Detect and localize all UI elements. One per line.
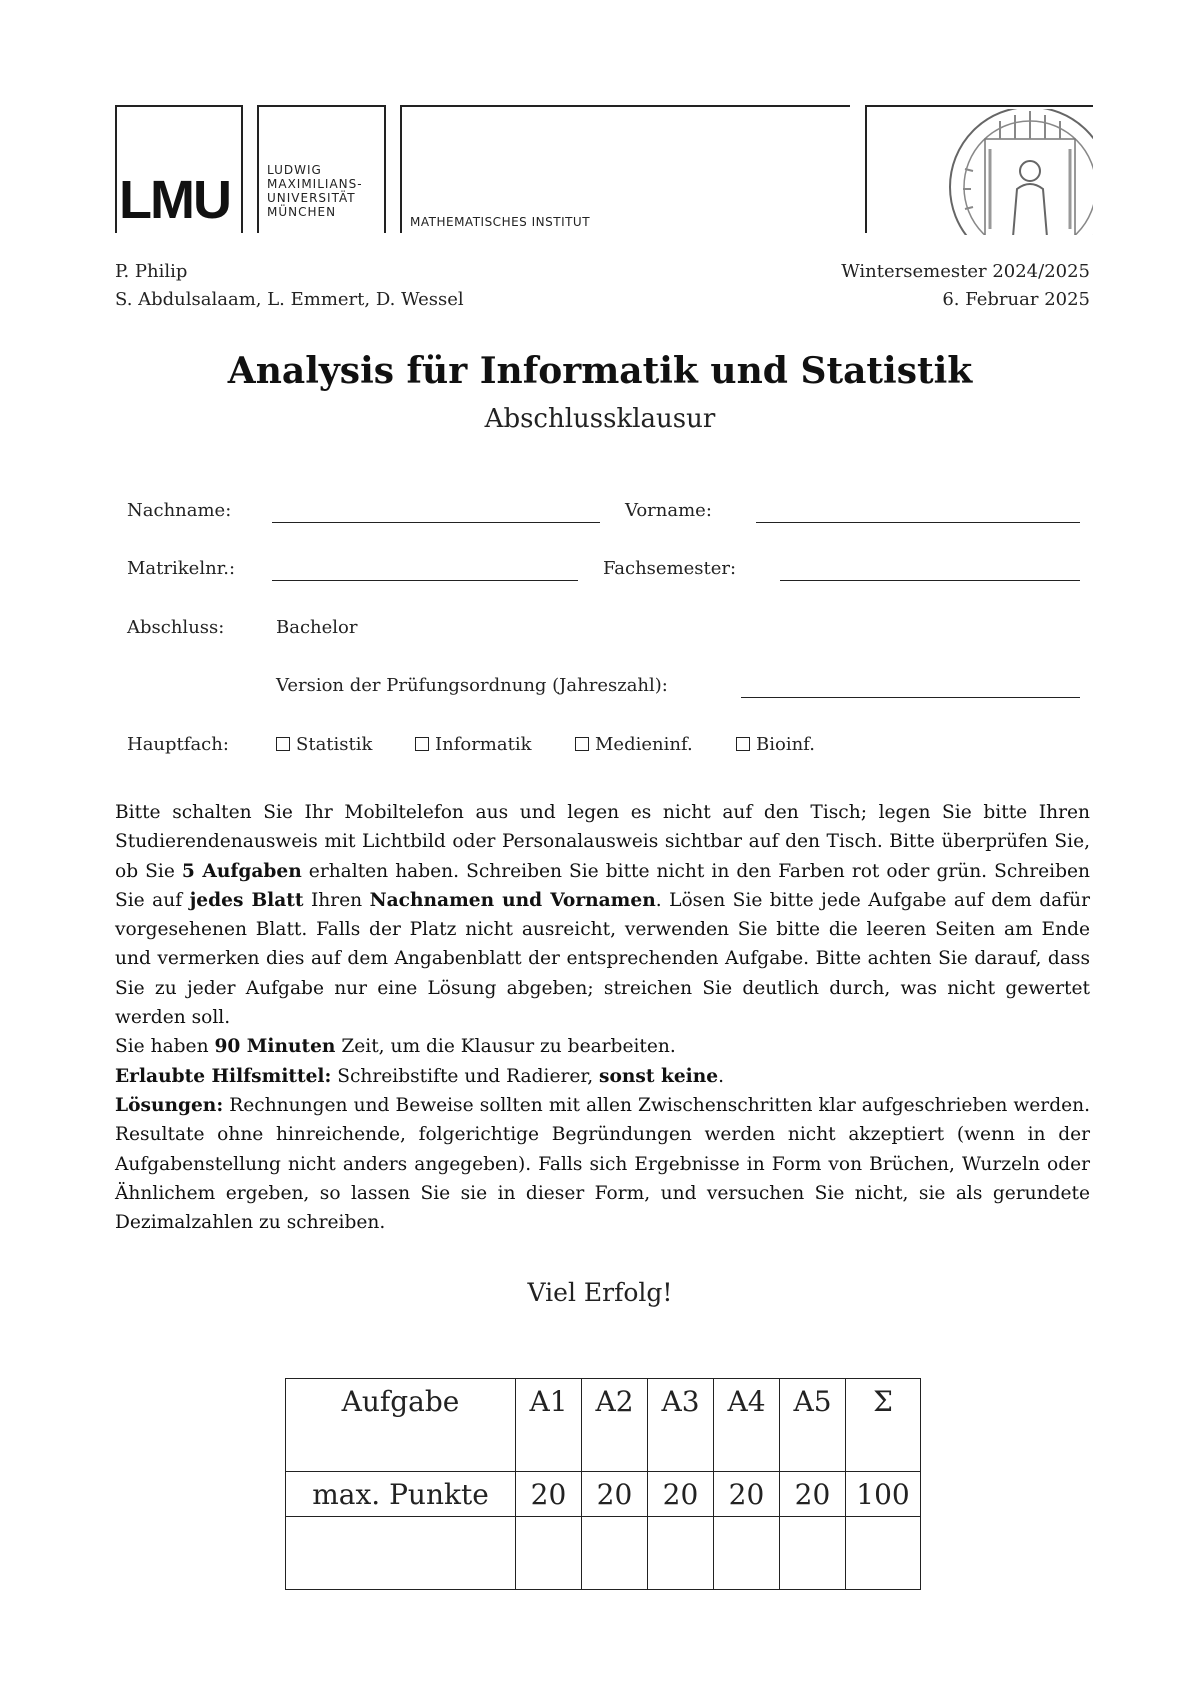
text: . [718, 1065, 724, 1087]
institute-name: MATHEMATISCHES INSTITUT [410, 215, 591, 229]
hauptfach-option-medieninf[interactable] [575, 734, 693, 755]
matrikel-field[interactable] [272, 580, 578, 581]
version-label: Version der Prüfungsordnung (Jahreszahl): [276, 675, 668, 696]
hauptfach-option-statistik[interactable] [276, 734, 372, 755]
table-header-label: Aufgabe [286, 1379, 516, 1472]
exam-date: 6. Februar 2025 [942, 289, 1090, 310]
nachname-field[interactable] [272, 522, 600, 523]
university-line: MAXIMILIANS- [267, 177, 363, 191]
header-divider [241, 105, 243, 233]
score-entry-cell[interactable] [780, 1517, 846, 1590]
matrikel-label: Matrikelnr.: [127, 558, 236, 579]
text: . Lösen Sie bitte jede Aufgabe auf dem dafür vorgesehenen Blatt. Falls der Platz nicht ausreicht, verwenden Sie bitte die leeren Seiten am Ende und vermerken dies auf dem Angabenblatt der entsprechenden Aufgabe. Bitte achten Sie darauf, dass Sie zu jeder Aufgabe nur eine Lösung abgeben; streichen Sie deutlich durch, was nicht gewertet werden soll. [115, 889, 1091, 1029]
hauptfach-option-informatik[interactable] [415, 734, 532, 755]
university-name [267, 163, 363, 219]
university-line: UNIVERSITÄT [267, 191, 356, 205]
abschluss-label: Abschluss: [127, 617, 225, 638]
vorname-field[interactable] [756, 522, 1080, 523]
score-entry-cell[interactable] [648, 1517, 714, 1590]
instructions-solutions [115, 1091, 1090, 1237]
table-header-cell: A5 [780, 1379, 846, 1472]
header-divider [865, 105, 867, 233]
table-row [286, 1472, 921, 1517]
page-subtitle: Abschlussklausur [484, 404, 716, 434]
text: Zeit, um die Klausur zu bearbeiten. [335, 1036, 676, 1058]
table-row [286, 1379, 921, 1472]
fachsemester-field[interactable] [780, 580, 1080, 581]
logo-box-seal [865, 105, 1093, 235]
points-cell: 20 [648, 1472, 714, 1517]
logo-box-lmu [115, 105, 242, 235]
university-seal-icon [945, 109, 1093, 235]
emphasis: sonst keine [599, 1065, 719, 1087]
points-cell: 20 [516, 1472, 582, 1517]
table-header-cell: A3 [648, 1379, 714, 1472]
emphasis: 5 Aufgaben [181, 860, 302, 882]
date-info [841, 258, 1090, 314]
checkbox[interactable] [736, 737, 750, 751]
checkbox[interactable] [575, 737, 589, 751]
emphasis: Erlaubte Hilfsmittel: [115, 1065, 332, 1087]
points-cell: 100 [846, 1472, 921, 1517]
vorname-label: Vorname: [625, 500, 712, 521]
score-entry-cell[interactable] [846, 1517, 921, 1590]
instructions-time [115, 1032, 1090, 1061]
good-luck: Viel Erfolg! [527, 1278, 673, 1307]
option-label: Statistik [296, 734, 373, 755]
text: Rechnungen und Beweise sollten mit allen Zwischenschritten klar aufgeschrieben werden. Resultate ohne hinreichende, folgerichtige Begründungen werden nicht akzeptiert (wenn in der Aufgabenstellung nicht anders angegeben). Falls sich Ergebnisse in Form von Brüchen, Wurzeln oder Ähnlichem ergeben, so lassen Sie sie in dieser Form, und versuchen Sie nicht, sie als gerundete Dezimalzahlen zu schreiben. [115, 1094, 1090, 1234]
page-title: Analysis für Informatik und Statistik [227, 350, 973, 392]
university-line: LUDWIG [267, 163, 322, 177]
instructions [115, 798, 1090, 1237]
text: erhalten haben. Schreiben Sie bitte nicht in den Farben rot oder grün. Schreiben Sie auf [115, 860, 1090, 911]
score-entry-cell[interactable] [582, 1517, 648, 1590]
assistants: S. Abdulsalaam, L. Emmert, D. Wessel [115, 289, 464, 310]
score-entry-cell[interactable] [286, 1517, 516, 1590]
checkbox[interactable] [415, 737, 429, 751]
text: Ihren [303, 889, 370, 911]
table-header-cell: A4 [714, 1379, 780, 1472]
abschluss-value: Bachelor [276, 617, 358, 638]
points-cell: 20 [714, 1472, 780, 1517]
table-header-cell: Σ [846, 1379, 921, 1472]
lmu-logo: LMU [119, 170, 230, 230]
table-row [286, 1517, 921, 1590]
option-label: Bioinf. [756, 734, 815, 755]
points-label: max. Punkte [286, 1472, 516, 1517]
emphasis: Nachnamen und Vornamen [369, 889, 656, 911]
hauptfach-option-bioinf[interactable] [736, 734, 815, 755]
checkbox[interactable] [276, 737, 290, 751]
option-label: Informatik [435, 734, 532, 755]
logo-box-institute [400, 105, 850, 235]
text: Sie haben [115, 1036, 215, 1058]
emphasis: 90 Minuten [214, 1036, 336, 1058]
instructions-paragraph [115, 798, 1090, 1032]
table-header-cell: A2 [582, 1379, 648, 1472]
lecturer-info [115, 258, 464, 314]
nachname-label: Nachname: [127, 500, 232, 521]
university-line: MÜNCHEN [267, 205, 337, 219]
hauptfach-label: Hauptfach: [127, 734, 229, 755]
table-header-cell: A1 [516, 1379, 582, 1472]
score-entry-cell[interactable] [516, 1517, 582, 1590]
header-divider [115, 105, 117, 233]
instructions-aids [115, 1062, 1090, 1091]
points-cell: 20 [582, 1472, 648, 1517]
header-divider [257, 105, 259, 233]
logo-box-university [257, 105, 385, 235]
header-divider [400, 105, 402, 233]
score-entry-cell[interactable] [714, 1517, 780, 1590]
header-divider [384, 105, 386, 233]
lecturer: P. Philip [115, 261, 188, 282]
points-cell: 20 [780, 1472, 846, 1517]
text: Schreibstifte und Radierer, [331, 1065, 600, 1087]
score-table [285, 1378, 921, 1590]
option-label: Medieninf. [595, 734, 693, 755]
emphasis: jedes Blatt [189, 889, 304, 911]
emphasis: Lösungen: [115, 1094, 224, 1116]
version-field[interactable] [741, 697, 1080, 698]
text: Bitte schalten Sie Ihr Mobiltelefon aus und legen es nicht auf den Tisch; legen Sie bitte Ihren Studierendenausweis mit Lichtbild oder Personalausweis sichtbar auf den Tisch. Bitte überprüfen Sie, ob Sie [115, 802, 1090, 882]
semester: Wintersemester 2024/2025 [841, 261, 1090, 282]
fachsemester-label: Fachsemester: [603, 558, 737, 579]
